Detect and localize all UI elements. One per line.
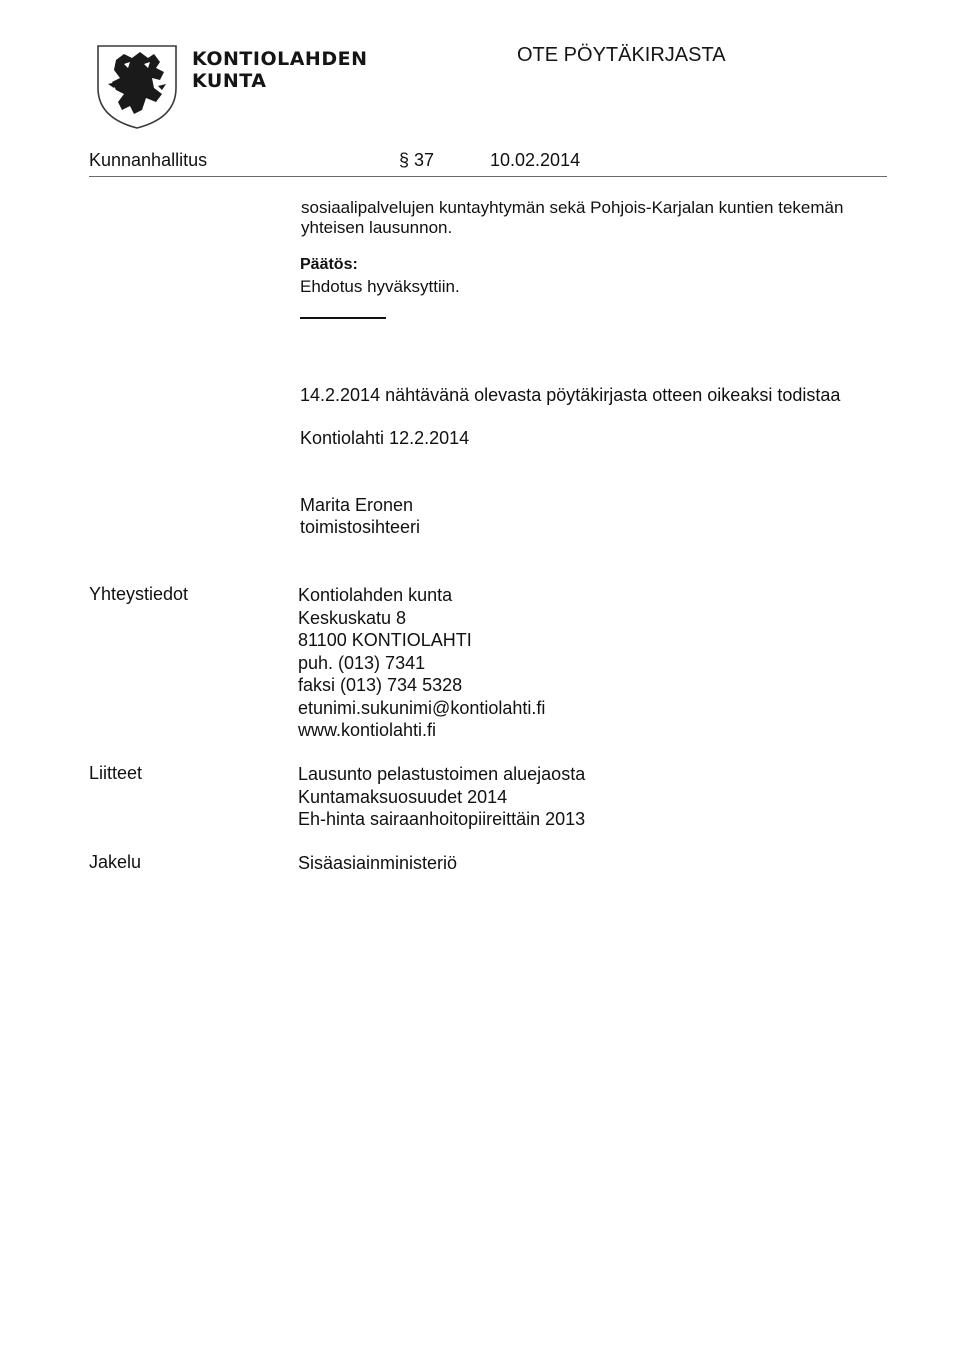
certification-statement: 14.2.2014 nähtävänä olevasta pöytäkirjasta otteen oikeaksi todistaa <box>300 385 841 405</box>
distribution-list <box>298 852 457 875</box>
contact-line: 81100 KONTIOLAHTI <box>298 630 472 650</box>
place-and-date: Kontiolahti 12.2.2014 <box>300 428 470 448</box>
body-paragraph <box>301 198 901 238</box>
attachments-label: Liitteet <box>89 763 143 783</box>
distribution-item: Sisäasiainministeriö <box>298 853 458 873</box>
decision-text: Ehdotus hyväksyttiin. <box>300 277 460 296</box>
section-end-rule <box>300 317 386 319</box>
attachment-item: Eh-hinta sairaanhoitopiireittäin 2013 <box>298 809 586 829</box>
signer-name: Marita Eronen <box>300 495 414 515</box>
organization-name-line1: KONTIOLAHDEN <box>192 48 368 70</box>
attachments-list <box>298 763 585 831</box>
contact-details <box>298 584 545 742</box>
decision-heading: Päätös: <box>300 256 358 273</box>
signer-title: toimistosihteeri <box>300 517 421 537</box>
organization-name <box>192 48 367 92</box>
body-paragraph-line: sosiaalipalvelujen kuntayhtymän sekä Pohjois-Karjalan kuntien tekemän <box>301 198 844 217</box>
meeting-body: Kunnanhallitus <box>89 150 208 170</box>
section-number: § 37 <box>399 150 435 170</box>
contact-line: faksi (013) 734 5328 <box>298 675 463 695</box>
contact-line: Kontiolahden kunta <box>298 585 453 605</box>
distribution-label: Jakelu <box>89 852 142 872</box>
signer-block <box>300 494 420 538</box>
organization-name-line2: KUNTA <box>192 70 267 92</box>
document-type: OTE PÖYTÄKIRJASTA <box>517 44 726 66</box>
attachment-item: Lausunto pelastustoimen aluejaosta <box>298 764 586 784</box>
contact-email: etunimi.sukunimi@kontiolahti.fi <box>298 697 546 718</box>
header-divider <box>89 176 887 177</box>
body-paragraph-line: yhteisen lausunnon. <box>301 218 453 237</box>
coat-of-arms-icon <box>94 40 180 130</box>
contact-line: puh. (013) 7341 <box>298 652 426 673</box>
meeting-date: 10.02.2014 <box>490 150 581 170</box>
contact-line: Keskuskatu 8 <box>298 607 407 628</box>
contact-website: www.kontiolahti.fi <box>298 720 437 740</box>
attachment-item: Kuntamaksuosuudet 2014 <box>298 786 508 807</box>
contact-label: Yhteystiedot <box>89 584 189 604</box>
